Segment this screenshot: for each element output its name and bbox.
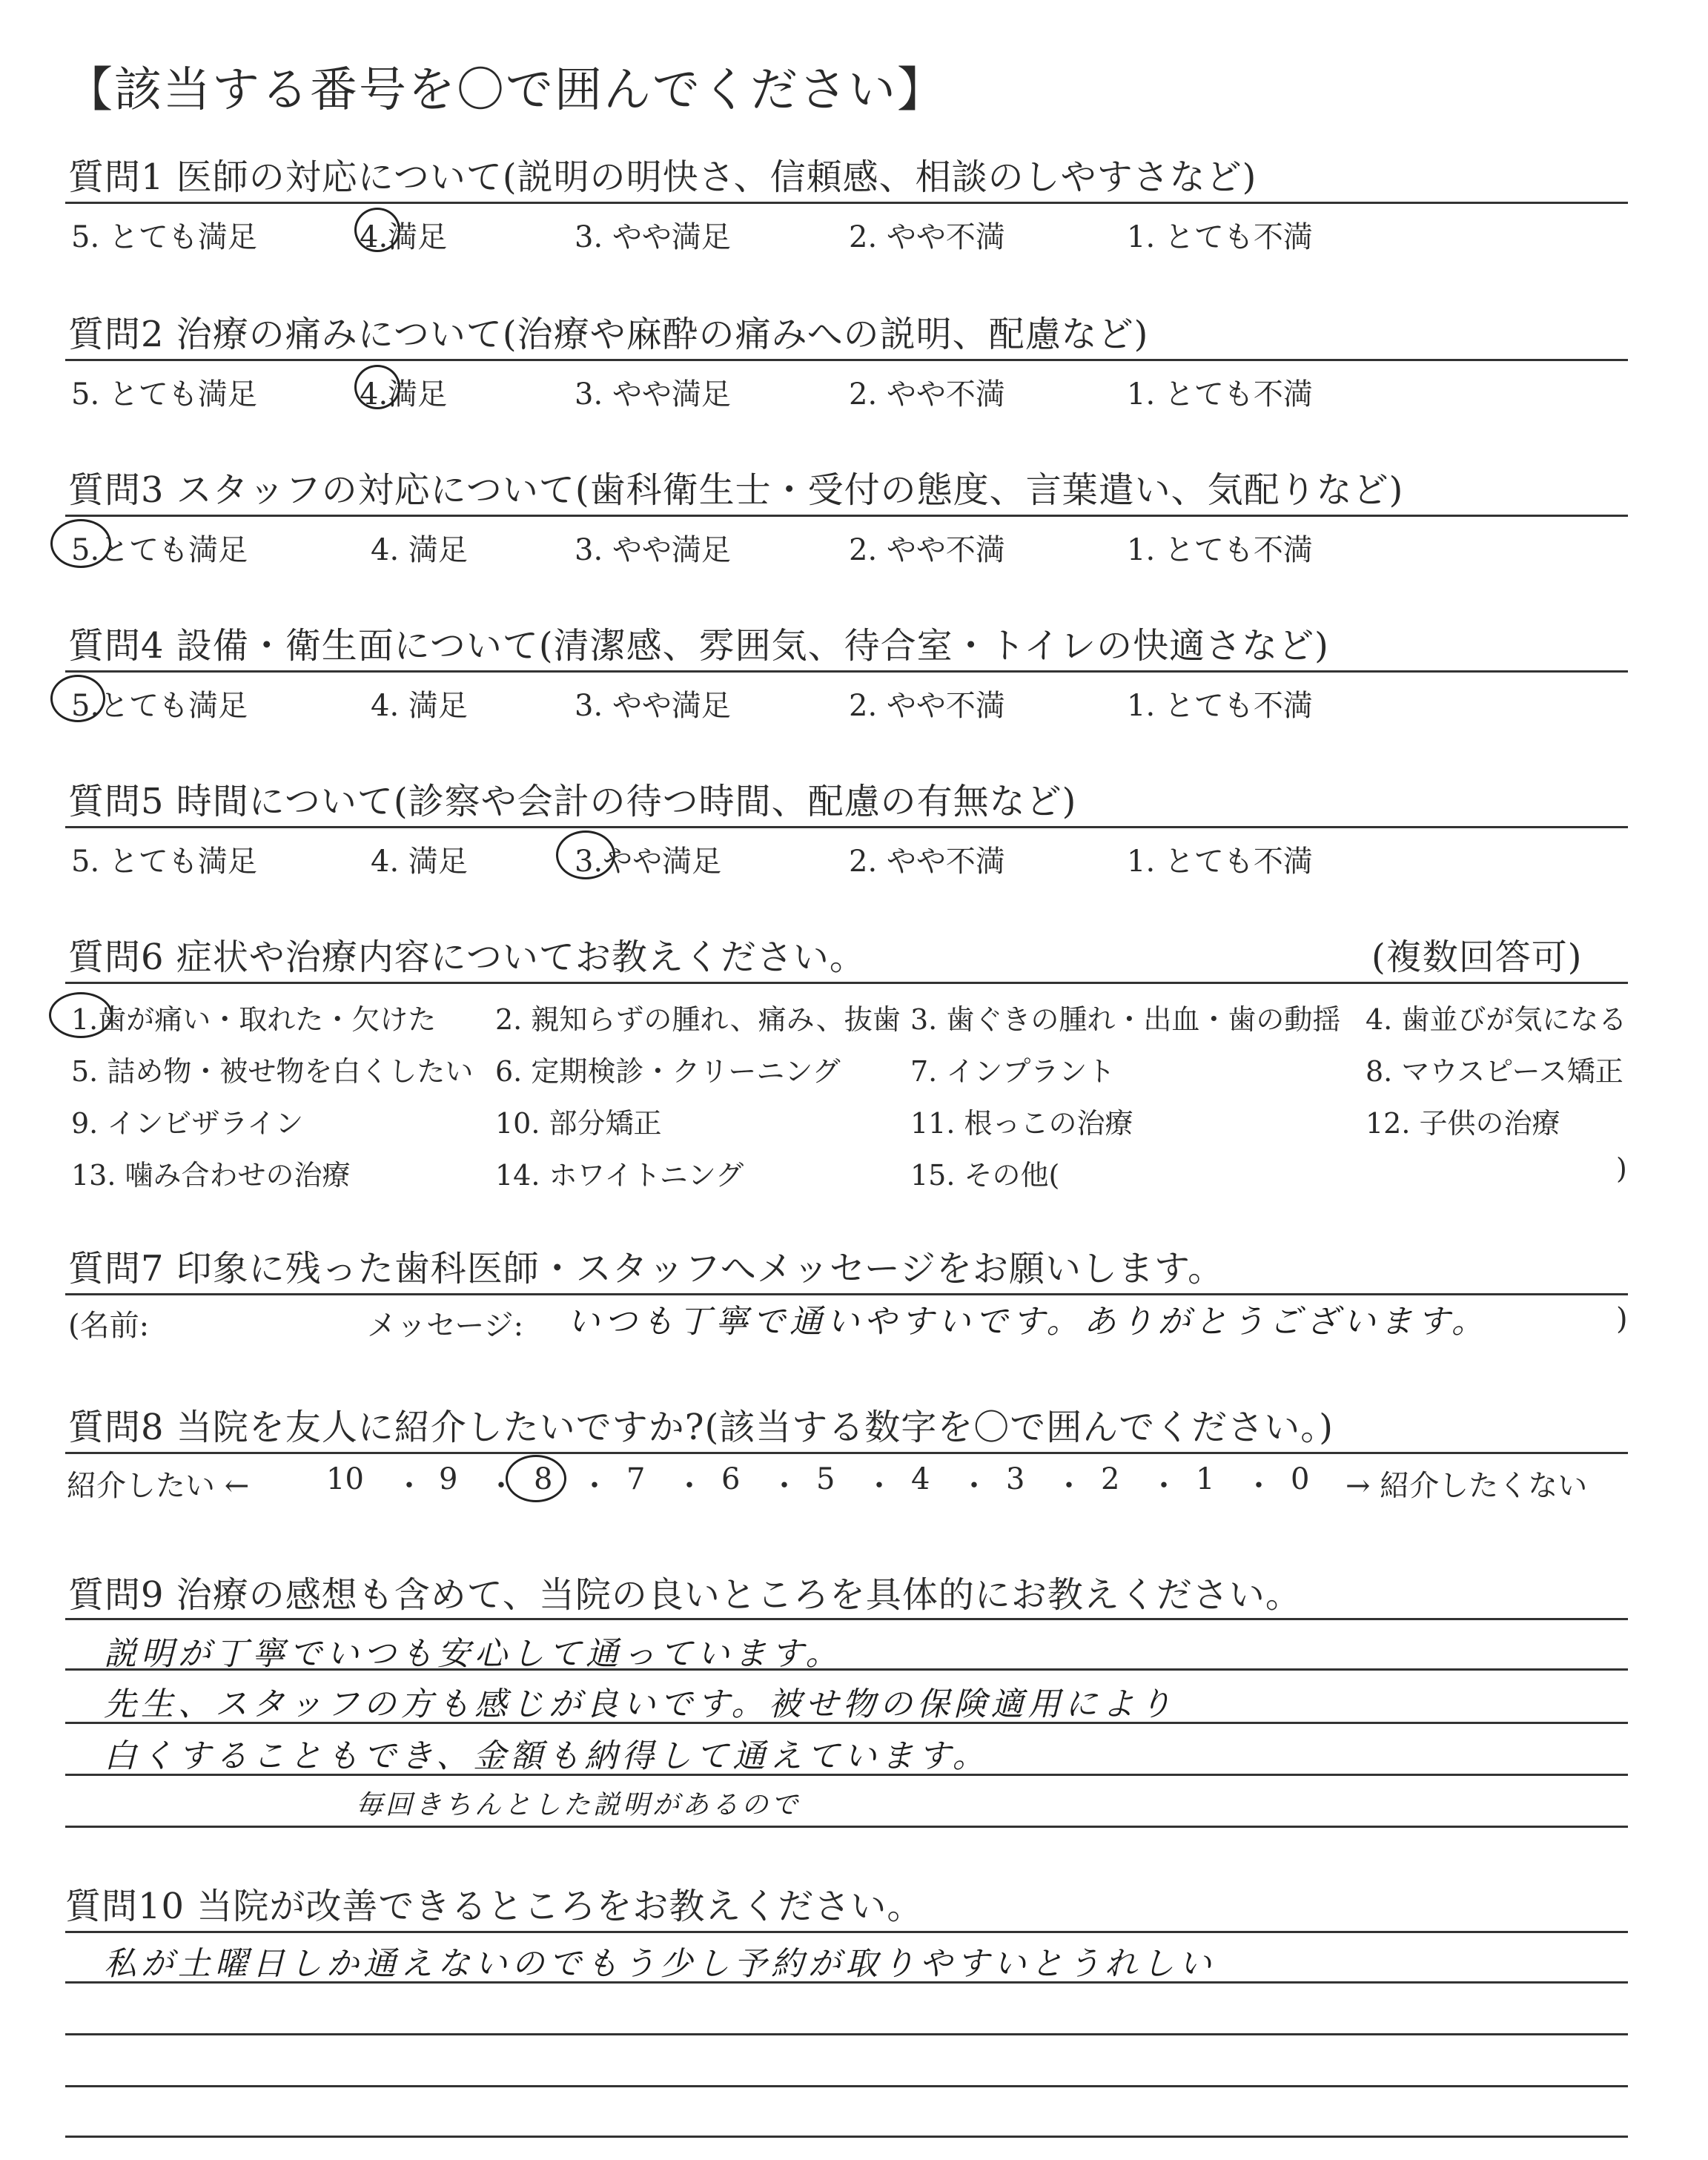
question-10-line-3 bbox=[65, 2033, 1628, 2035]
q3-option-5[interactable]: 5.とても満足 bbox=[71, 533, 248, 567]
question-10-label: 質問10 当院が改善できるところをお教えください。 bbox=[65, 1886, 924, 1927]
question-3-divider bbox=[65, 515, 1628, 517]
q10-answer-line-1: 私が土曜日しか通えないのでもう少し予約が取りやすいとうれしい bbox=[104, 1945, 1216, 1983]
q8-scale-10[interactable]: 10 bbox=[326, 1462, 364, 1496]
q4-option-1[interactable]: 1. とても不満 bbox=[1127, 689, 1313, 723]
q1-selection-circle bbox=[354, 208, 400, 252]
q5-option-3[interactable]: 3.やや満足 bbox=[575, 845, 722, 879]
question-9-line-5 bbox=[65, 1826, 1628, 1828]
q6-item-4[interactable]: 4. 歯並びが気になる bbox=[1366, 1003, 1627, 1036]
question-7-label: 質問7 印象に残った歯科医師・スタッフへメッセージをお願いします。 bbox=[68, 1248, 1225, 1289]
q8-left-label: 紹介したい ← bbox=[67, 1469, 250, 1503]
q9-answer-insertion: 毎回きちんとした説明があるので bbox=[356, 1790, 801, 1820]
q3-option-2[interactable]: 2. やや不満 bbox=[849, 533, 1005, 567]
q4-option-3[interactable]: 3. やや満足 bbox=[575, 689, 731, 723]
question-8-label: 質問8 当院を友人に紹介したいですか?(該当する数字を〇で囲んでください。) bbox=[68, 1407, 1334, 1448]
q8-scale-4[interactable]: 4 bbox=[911, 1462, 930, 1496]
q6-item-10[interactable]: 10. 部分矯正 bbox=[495, 1107, 662, 1140]
q5-selection-circle bbox=[556, 830, 615, 879]
q8-scale-6[interactable]: 6 bbox=[721, 1462, 741, 1496]
q6-item-2[interactable]: 2. 親知らずの腫れ、痛み、抜歯 bbox=[495, 1003, 901, 1036]
q7-close-paren: ) bbox=[1616, 1302, 1628, 1336]
q9-answer-line-3: 白くすることもでき、金額も納得して通えています。 bbox=[104, 1737, 990, 1775]
q8-scale-2[interactable]: 2 bbox=[1101, 1462, 1120, 1496]
question-1-label: 質問1 医師の対応について(説明の明快さ、信頼感、相談のしやすさなど) bbox=[68, 156, 1257, 198]
q8-scale-1[interactable]: 1 bbox=[1196, 1462, 1215, 1496]
q6-other-close-paren: ) bbox=[1616, 1152, 1627, 1185]
q6-item-9[interactable]: 9. インビザライン bbox=[71, 1107, 304, 1140]
q6-item-14[interactable]: 14. ホワイトニング bbox=[495, 1159, 744, 1192]
page-title: 【該当する番号を〇で囲んでください】 bbox=[65, 63, 946, 118]
q8-scale-5[interactable]: 5 bbox=[816, 1462, 835, 1496]
q8-dot: ・ bbox=[769, 1469, 799, 1503]
q8-dot: ・ bbox=[580, 1469, 609, 1503]
q1-option-4[interactable]: 4.満足 bbox=[360, 220, 448, 254]
q7-name-label: (名前: bbox=[68, 1309, 150, 1343]
q8-dot: ・ bbox=[486, 1469, 516, 1503]
q2-option-1[interactable]: 1. とても不満 bbox=[1127, 377, 1313, 412]
q6-item-7[interactable]: 7. インプラント bbox=[910, 1055, 1116, 1088]
question-1-divider bbox=[65, 202, 1628, 204]
question-5-label: 質問5 時間について(診察や会計の待つ時間、配慮の有無など) bbox=[68, 781, 1077, 822]
question-2-divider bbox=[65, 359, 1628, 361]
q8-dot: ・ bbox=[1244, 1469, 1274, 1503]
q5-option-2[interactable]: 2. やや不満 bbox=[849, 845, 1005, 879]
q3-selection-circle bbox=[50, 519, 111, 568]
q3-option-3[interactable]: 3. やや満足 bbox=[575, 533, 731, 567]
q8-dot: ・ bbox=[1054, 1469, 1084, 1503]
q6-item-3[interactable]: 3. 歯ぐきの腫れ・出血・歯の動揺 bbox=[910, 1003, 1341, 1036]
q2-option-3[interactable]: 3. やや満足 bbox=[575, 377, 731, 412]
q2-option-5[interactable]: 5. とても満足 bbox=[71, 377, 257, 412]
q5-option-4[interactable]: 4. 満足 bbox=[371, 845, 468, 879]
q4-option-2[interactable]: 2. やや不満 bbox=[849, 689, 1005, 723]
q4-selection-circle bbox=[50, 675, 105, 722]
question-4-divider bbox=[65, 670, 1628, 673]
q3-option-1[interactable]: 1. とても不満 bbox=[1127, 533, 1313, 567]
q3-option-4[interactable]: 4. 満足 bbox=[371, 533, 468, 567]
q7-message-label: メッセージ: bbox=[367, 1309, 524, 1343]
q5-option-5[interactable]: 5. とても満足 bbox=[71, 845, 257, 879]
question-10-line-4 bbox=[65, 2085, 1628, 2087]
q6-item-15[interactable]: 15. その他( bbox=[910, 1159, 1060, 1192]
q8-scale-8[interactable]: 8 bbox=[534, 1462, 553, 1496]
q1-option-2[interactable]: 2. やや不満 bbox=[849, 220, 1005, 254]
question-3-label: 質問3 スタッフの対応について(歯科衛生士・受付の態度、言葉遣い、気配りなど) bbox=[68, 469, 1404, 511]
q1-option-5[interactable]: 5. とても満足 bbox=[71, 220, 257, 254]
q8-dot: ・ bbox=[959, 1469, 989, 1503]
q6-item-11[interactable]: 11. 根っこの治療 bbox=[910, 1107, 1133, 1140]
q1-option-3[interactable]: 3. やや満足 bbox=[575, 220, 731, 254]
q8-dot: ・ bbox=[1149, 1469, 1179, 1503]
question-4-label: 質問4 設備・衛生面について(清潔感、雰囲気、待合室・トイレの快適さなど) bbox=[68, 625, 1329, 667]
q2-option-2[interactable]: 2. やや不満 bbox=[849, 377, 1005, 412]
q8-dot: ・ bbox=[864, 1469, 894, 1503]
q6-selection-circle bbox=[49, 992, 113, 1038]
question-10-line-1 bbox=[65, 1931, 1628, 1933]
question-2-label: 質問2 治療の痛みについて(治療や麻酔の痛みへの説明、配慮など) bbox=[68, 314, 1149, 355]
question-9-label: 質問9 治療の感想も含めて、当院の良いところを具体的にお教えください。 bbox=[68, 1574, 1302, 1616]
question-6-label: 質問6 症状や治療内容についてお教えください。 bbox=[68, 937, 866, 978]
q5-option-1[interactable]: 1. とても不満 bbox=[1127, 845, 1313, 879]
q8-scale-3[interactable]: 3 bbox=[1006, 1462, 1025, 1496]
q2-selection-circle bbox=[354, 365, 400, 409]
q8-scale-9[interactable]: 9 bbox=[439, 1462, 458, 1496]
q6-item-8[interactable]: 8. マウスピース矯正 bbox=[1366, 1055, 1623, 1088]
q9-answer-line-2: 先生、スタッフの方も感じが良いです。被せ物の保険適用により bbox=[104, 1685, 1176, 1723]
q8-dot: ・ bbox=[394, 1469, 424, 1503]
question-8-divider bbox=[65, 1452, 1628, 1454]
q9-answer-line-1: 説明が丁寧でいつも安心して通っています。 bbox=[104, 1635, 843, 1673]
q6-item-12[interactable]: 12. 子供の治療 bbox=[1366, 1107, 1560, 1140]
q8-selection-circle bbox=[506, 1455, 566, 1502]
question-6-divider bbox=[65, 982, 1628, 984]
q8-right-label: → 紹介したくない bbox=[1345, 1469, 1588, 1503]
q8-scale-0[interactable]: 0 bbox=[1291, 1462, 1310, 1496]
question-10-line-5 bbox=[65, 2136, 1628, 2138]
q6-item-5[interactable]: 5. 詰め物・被せ物を白くしたい bbox=[71, 1055, 474, 1088]
q2-option-4[interactable]: 4.満足 bbox=[360, 377, 448, 412]
q1-option-1[interactable]: 1. とても不満 bbox=[1127, 220, 1313, 254]
q4-option-4[interactable]: 4. 満足 bbox=[371, 689, 468, 723]
q6-item-6[interactable]: 6. 定期検診・クリーニング bbox=[495, 1055, 841, 1088]
q4-option-5[interactable]: 5.とても満足 bbox=[71, 689, 248, 723]
q8-dot: ・ bbox=[675, 1469, 704, 1503]
question-9-line-1 bbox=[65, 1618, 1628, 1620]
q6-item-1[interactable]: 1.歯が痛い・取れた・欠けた bbox=[71, 1003, 437, 1036]
question-6-multiple-note: (複数回答可) bbox=[1371, 937, 1583, 978]
q7-message-handwritten: いつも丁寧で通いやすいです。ありがとうございます。 bbox=[567, 1303, 1489, 1341]
question-5-divider bbox=[65, 826, 1628, 828]
q6-item-13[interactable]: 13. 噛み合わせの治療 bbox=[71, 1159, 351, 1192]
q8-scale-7[interactable]: 7 bbox=[626, 1462, 646, 1496]
